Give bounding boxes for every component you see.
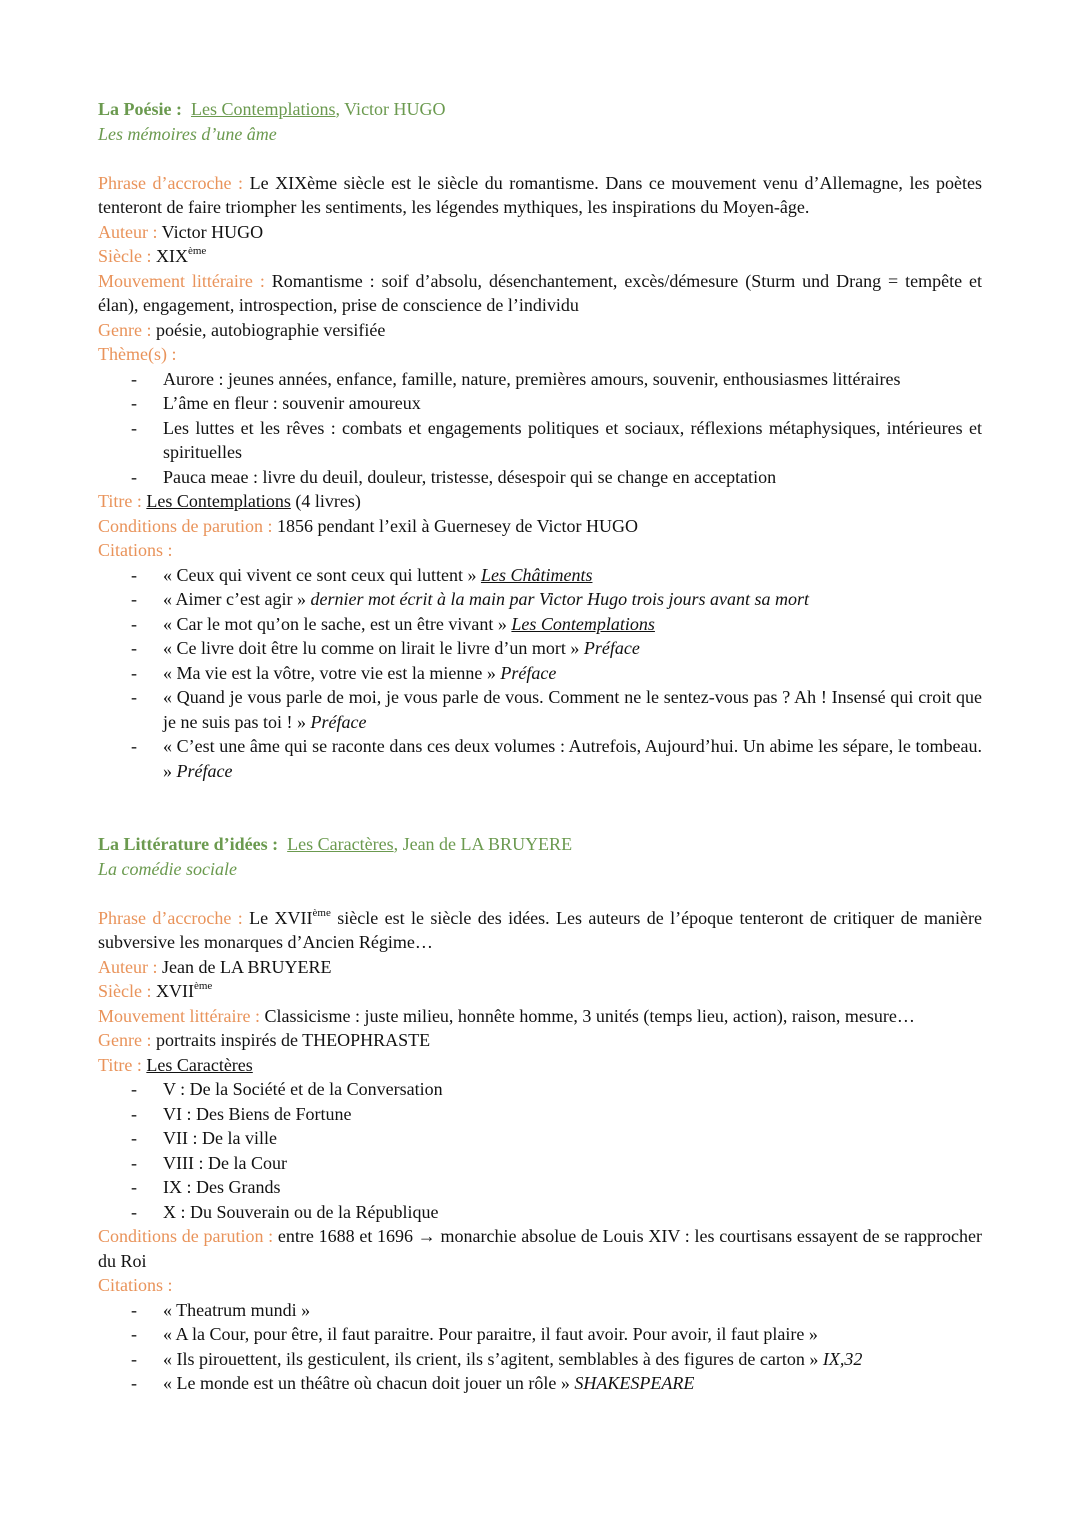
themes-label: Thème(s) : bbox=[98, 344, 177, 364]
quote-item: - « Ceux qui vivent ce sont ceux qui luttent » Les Châtiments bbox=[98, 563, 982, 588]
publication-field: Conditions de parution : entre 1688 et 1696 → monarchie absolue de Louis XIV : les courtisans essayent de se rapprocher du Roi bbox=[98, 1226, 982, 1271]
list-item: - Aurore : jeunes années, enfance, famille, nature, premières amours, souvenir, enthousiasmes littéraires bbox=[98, 367, 982, 392]
section-subtitle: Les mémoires d’une âme bbox=[98, 123, 277, 144]
movement-field: Mouvement littéraire : Classicisme : juste milieu, honnête homme, 3 unités (temps lieu, action), raison, mesure… bbox=[98, 1005, 915, 1026]
quotes-label: Citations : bbox=[98, 1275, 173, 1295]
quote-item: - « Aimer c’est agir » dernier mot écrit à la main par Victor Hugo trois jours avant sa mort bbox=[98, 587, 982, 612]
quote-item: - « Ma vie est la vôtre, votre vie est la mienne » Préface bbox=[98, 661, 982, 686]
quote-item: - « Ce livre doit être lu comme on lirait le livre d’un mort » Préface bbox=[98, 636, 982, 661]
genre-field: Genre : poésie, autobiographie versifiée bbox=[98, 319, 386, 340]
quotes-list bbox=[98, 563, 982, 784]
quote-item: - « Car le mot qu’on le sache, est un être vivant » Les Contemplations bbox=[98, 612, 982, 637]
themes-list bbox=[98, 367, 982, 490]
century-field: Siècle : XVIIème bbox=[98, 980, 213, 1001]
list-item: - IX : Des Grands bbox=[98, 1175, 982, 1200]
work-title: Les Contemplations bbox=[190, 99, 336, 119]
hook-field: Phrase d’accroche : Le XIXème siècle est le siècle du romantisme. Dans ce mouvement venu d’Allemagne, les poètes tenteront de faire triompher les sentiments, les légendes mythiques, les inspirations du Moyen-âge. bbox=[98, 172, 982, 217]
books-list bbox=[98, 1077, 982, 1224]
quote-item: - « Quand je vous parle de moi, je vous parle de vous. Comment ne le sentez-vous pas ? Ah ! Insensé qui croit que je ne suis pas toi ! » Préface bbox=[98, 685, 982, 734]
document-page bbox=[98, 97, 982, 1396]
list-item: - Pauca meae : livre du deuil, douleur, tristesse, désespoir qui se change en acceptation bbox=[98, 465, 982, 490]
list-item: - V : De la Société et de la Conversation bbox=[98, 1077, 982, 1102]
quotes-list bbox=[98, 1298, 982, 1396]
quote-item: - « Theatrum mundi » bbox=[98, 1298, 982, 1323]
quote-item: - « A la Cour, pour être, il faut paraitre. Pour paraitre, il faut avoir. Pour avoir, il faut plaire » bbox=[98, 1322, 982, 1347]
list-item: - VIII : De la Cour bbox=[98, 1151, 982, 1176]
hook-field: Phrase d’accroche : Le XVIIème siècle est le siècle des idées. Les auteurs de l’époque tenteront de critiquer de manière subversive les monarques d’Ancien Régime… bbox=[98, 906, 982, 952]
section-subtitle: La comédie sociale bbox=[98, 858, 237, 879]
quote-item: - « Le monde est un théâtre où chacun doit jouer un rôle » SHAKESPEARE bbox=[98, 1371, 982, 1396]
genre-field: Genre : portraits inspirés de THEOPHRASTE bbox=[98, 1030, 431, 1050]
work-title: Les Caractères bbox=[287, 834, 394, 854]
list-item: - L’âme en fleur : souvenir amoureux bbox=[98, 391, 982, 416]
list-item: - X : Du Souverain ou de la République bbox=[98, 1200, 982, 1225]
title-field: Titre : Les Caractères bbox=[98, 1054, 253, 1075]
author-field: Auteur : Victor HUGO bbox=[98, 221, 264, 242]
list-item: - VI : Des Biens de Fortune bbox=[98, 1102, 982, 1127]
quote-item: - « Ils pirouettent, ils gesticulent, ils crient, ils s’agitent, semblables à des figures de carton » IX,32 bbox=[98, 1347, 982, 1372]
author-field: Auteur : Jean de LA BRUYERE bbox=[98, 956, 332, 977]
movement-field: Mouvement littéraire : Romantisme : soif d’absolu, désenchantement, excès/démesure (Sturm und Drang = tempête et élan), engagement, introspection, prise de conscience de l’individu bbox=[98, 270, 982, 315]
list-item: - Les luttes et les rêves : combats et engagements politiques et sociaux, réflexions métaphysiques, intérieures et spirituelles bbox=[98, 416, 982, 465]
section-heading: La Poésie : Les Contemplations, Victor HUGO bbox=[98, 99, 446, 119]
list-item: - VII : De la ville bbox=[98, 1126, 982, 1151]
section-heading: La Littérature d’idées : Les Caractères, Jean de LA BRUYERE bbox=[98, 834, 573, 854]
century-field: Siècle : XIXème bbox=[98, 245, 207, 266]
quotes-label: Citations : bbox=[98, 540, 173, 560]
publication-field: Conditions de parution : 1856 pendant l’exil à Guernesey de Victor HUGO bbox=[98, 515, 638, 536]
quote-item: - « C’est une âme qui se raconte dans ces deux volumes : Autrefois, Aujourd’hui. Un abime les sépare, le tombeau. » Préface bbox=[98, 734, 982, 783]
title-field: Titre : Les Contemplations (4 livres) bbox=[98, 491, 361, 511]
